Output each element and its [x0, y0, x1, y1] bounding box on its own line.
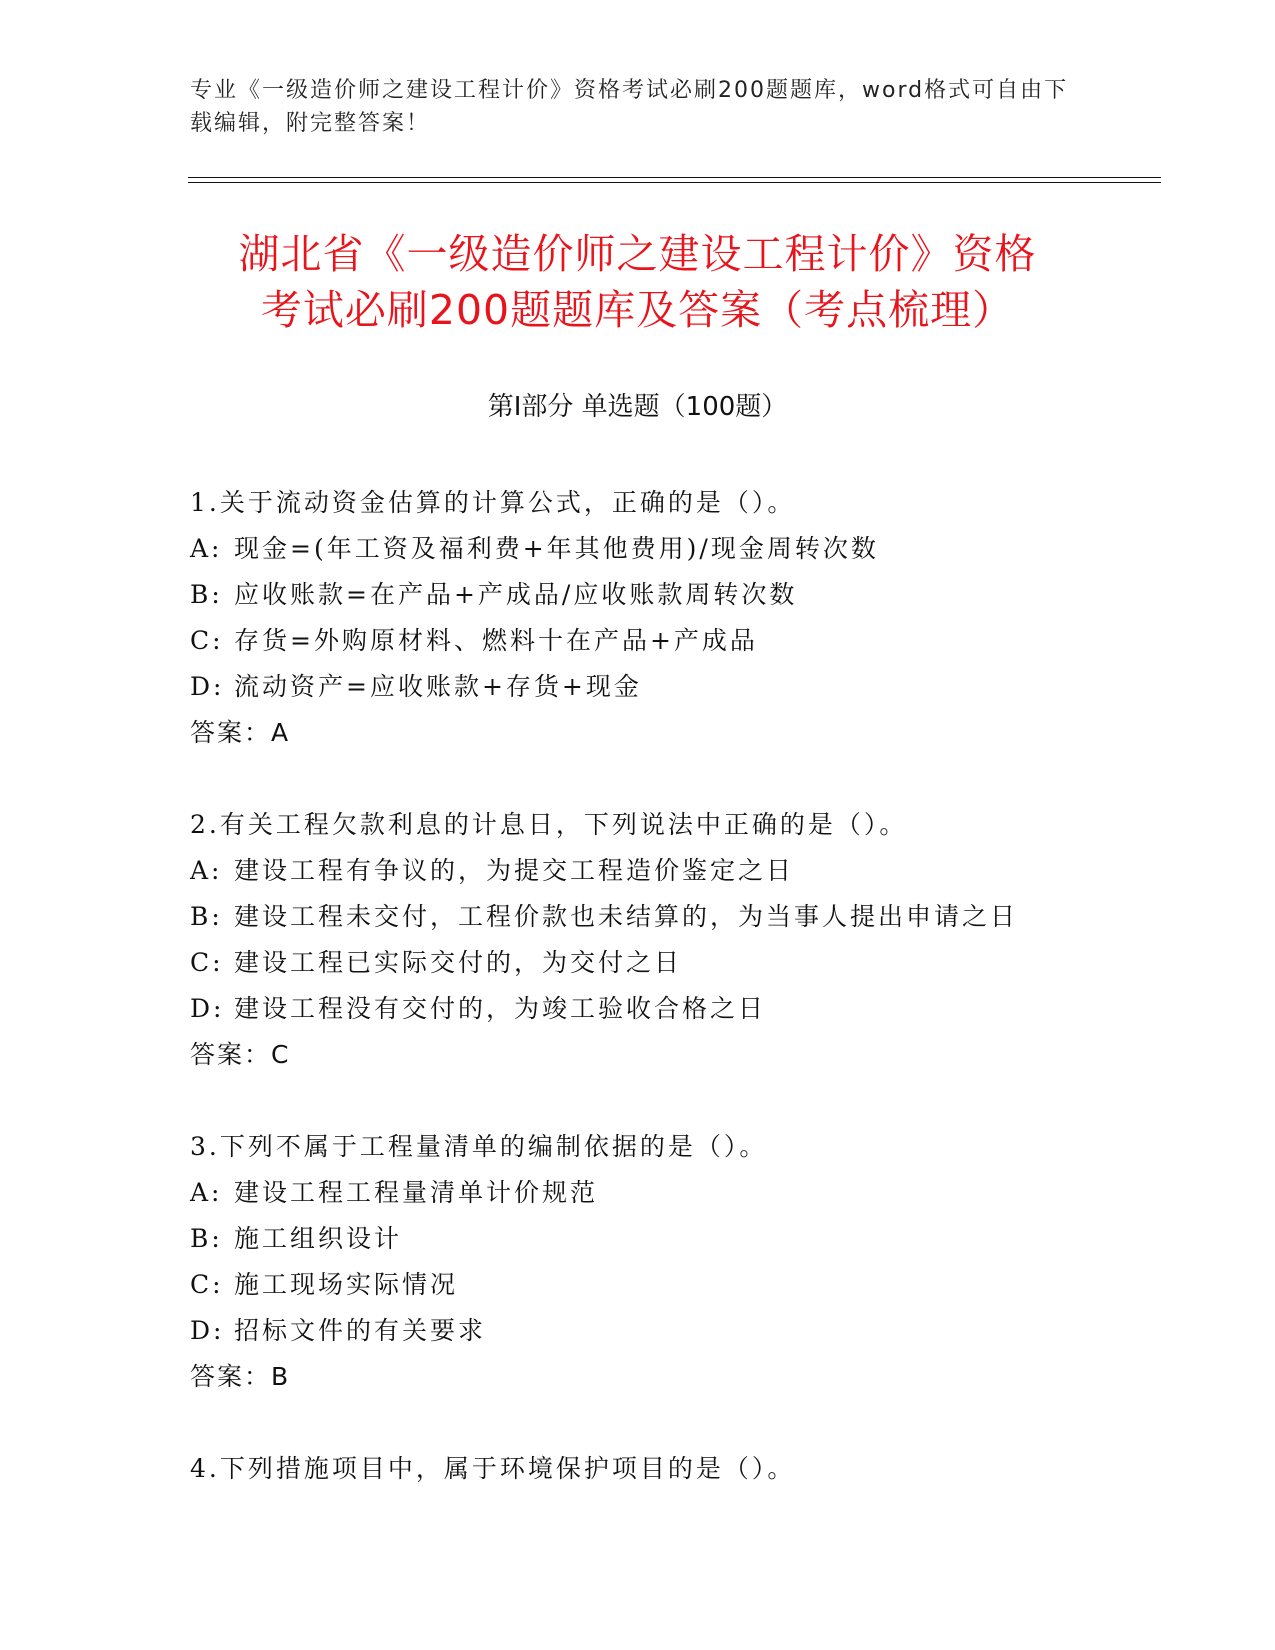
- option-key: A:: [190, 856, 223, 885]
- option-text: 招标文件的有关要求: [234, 1316, 487, 1345]
- option-d: [190, 664, 1140, 710]
- option-d: [190, 1308, 1140, 1354]
- question-list: [190, 480, 1140, 1538]
- option-key: A:: [190, 1178, 223, 1207]
- option-c: [190, 940, 1140, 986]
- option-text: 施工现场实际情况: [234, 1270, 459, 1299]
- option-key: D:: [190, 1316, 225, 1345]
- option-a: [190, 848, 1140, 894]
- option-text: 建设工程工程量清单计价规范: [234, 1178, 599, 1207]
- question-stem: 4.下列措施项目中，属于环境保护项目的是（）。: [190, 1454, 796, 1483]
- option-text: 流动资产=应收账款+存货+现金: [234, 672, 642, 701]
- option-text: 建设工程未交付，工程价款也未结算的，为当事人提出申请之日: [234, 902, 1019, 931]
- option-c: [190, 1262, 1140, 1308]
- answer: 答案：A: [190, 718, 291, 747]
- option-key: B:: [190, 580, 223, 609]
- header-rule-bottom: [188, 182, 1161, 183]
- document-title-line-1: 湖北省《一级造价师之建设工程计价》资格: [238, 230, 1037, 278]
- answer: 答案：B: [190, 1362, 291, 1391]
- document-title: [150, 226, 1125, 338]
- option-a: [190, 526, 1140, 572]
- option-key: D:: [190, 672, 225, 701]
- option-text: 现金=(年工资及福利费+年其他费用)/现金周转次数: [234, 534, 879, 563]
- option-d: [190, 986, 1140, 1032]
- option-b: [190, 572, 1140, 618]
- option-key: C:: [190, 948, 224, 977]
- option-key: D:: [190, 994, 225, 1023]
- question-stem: 2.有关工程欠款利息的计息日，下列说法中正确的是（）。: [190, 810, 908, 839]
- answer: 答案：C: [190, 1040, 291, 1069]
- section-heading: 第Ⅰ部分 单选题（100题）: [487, 392, 788, 422]
- option-text: 应收账款=在产品+产成品/应收账款周转次数: [234, 580, 798, 609]
- question-stem: 1.关于流动资金估算的计算公式，正确的是（）。: [190, 488, 796, 517]
- option-key: C:: [190, 626, 224, 655]
- document-title-line-2: 考试必刷200题题库及答案（考点梳理）: [260, 286, 1015, 334]
- option-key: C:: [190, 1270, 224, 1299]
- option-b: [190, 1216, 1140, 1262]
- option-text: 建设工程已实际交付的，为交付之日: [234, 948, 683, 977]
- header-rule-top: [188, 177, 1161, 178]
- header-note: 专业《一级造价师之建设工程计价》资格考试必刷200题题库，word格式可自由下载编辑，附完整答案！: [190, 78, 1069, 136]
- question-stem: 3.下列不属于工程量清单的编制依据的是（）。: [190, 1132, 768, 1161]
- question-2: [190, 802, 1140, 1078]
- option-text: 存货=外购原材料、燃料十在产品+产成品: [234, 626, 758, 655]
- option-key: A:: [190, 534, 223, 563]
- option-key: B:: [190, 1224, 223, 1253]
- option-b: [190, 894, 1140, 940]
- option-text: 建设工程没有交付的，为竣工验收合格之日: [234, 994, 767, 1023]
- option-text: 建设工程有争议的，为提交工程造价鉴定之日: [234, 856, 795, 885]
- option-c: [190, 618, 1140, 664]
- question-1: [190, 480, 1140, 756]
- option-key: B:: [190, 902, 223, 931]
- option-text: 施工组织设计: [234, 1224, 403, 1253]
- option-a: [190, 1170, 1140, 1216]
- question-4: [190, 1446, 1140, 1492]
- question-3: [190, 1124, 1140, 1400]
